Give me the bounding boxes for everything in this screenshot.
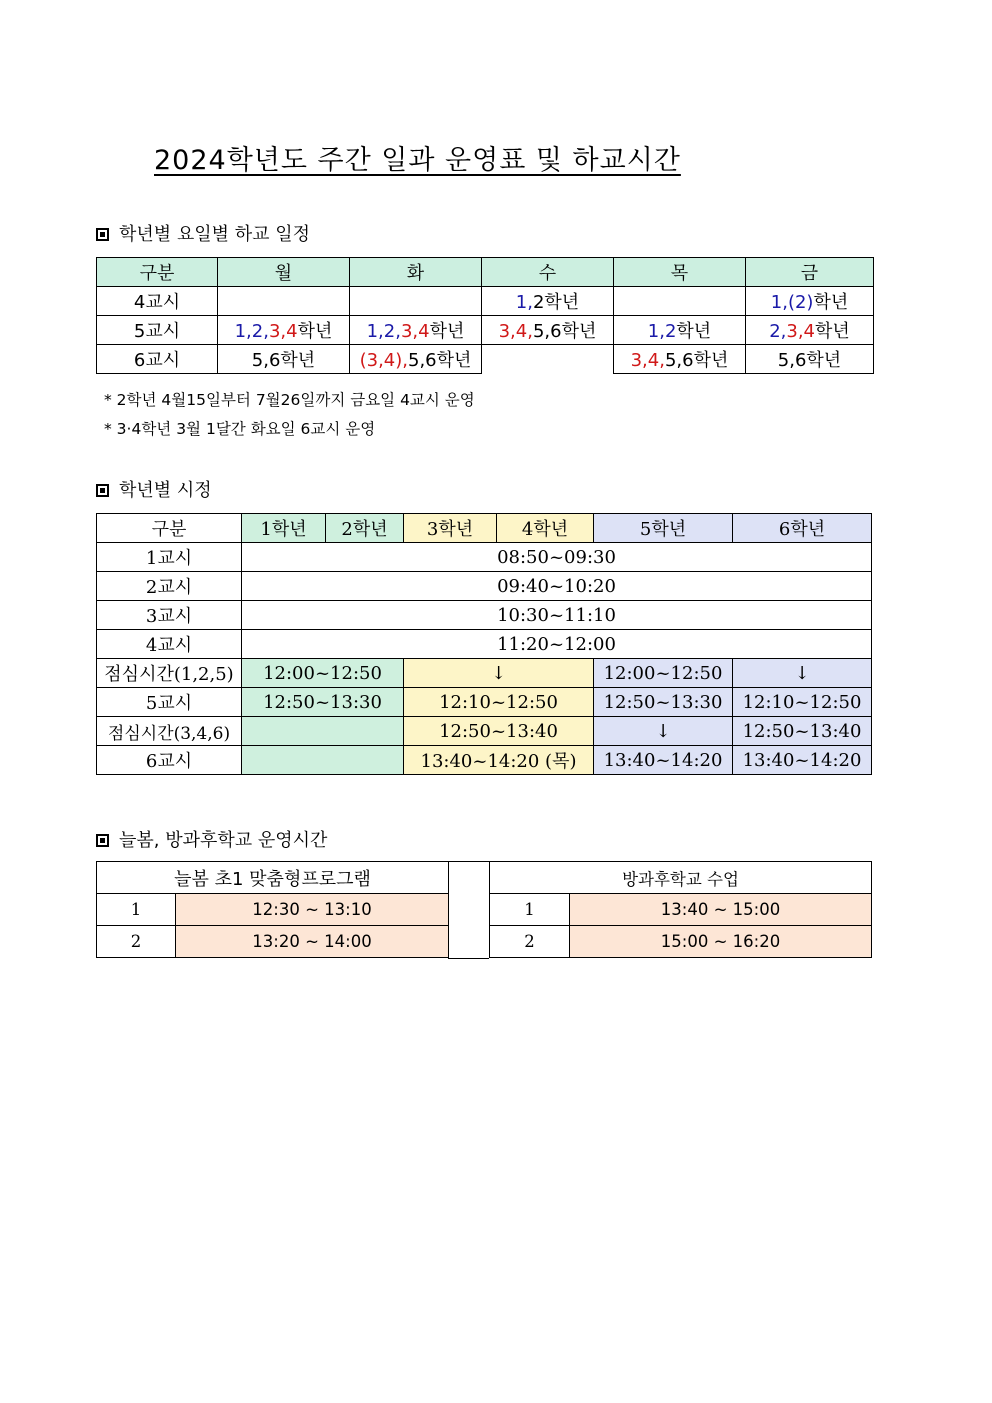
header-cell: 3학년 xyxy=(404,514,497,543)
table-cell-empty xyxy=(482,345,614,374)
highlighted-text: 1,2 xyxy=(647,321,677,342)
table-cell: 12:50~13:30 xyxy=(242,688,404,717)
table-cell: 2,3,4학년 xyxy=(746,316,874,345)
header-cell: 2학년 xyxy=(326,514,404,543)
table-cell: 11:20~12:00 xyxy=(242,630,872,659)
table-cell: 13:40~14:20 (목) xyxy=(404,746,594,775)
table-cell: 12:00~12:50 xyxy=(242,659,404,688)
header-cell: 수 xyxy=(482,258,614,287)
header-cell: 4학년 xyxy=(497,514,594,543)
section1-heading xyxy=(96,220,310,246)
table-cell: 1,2,3,4학년 xyxy=(350,316,482,345)
row-number: 2 xyxy=(97,926,176,958)
section3-heading-text: 늘봄, 방과후학교 운영시간 xyxy=(119,830,328,851)
table-cell xyxy=(218,287,350,316)
header-cell: 목 xyxy=(614,258,746,287)
highlighted-text: 1,(2) xyxy=(770,292,814,313)
section2-heading xyxy=(96,476,212,502)
row-label: 점심시간(1,2,5) xyxy=(97,659,242,688)
table-header-row xyxy=(97,514,872,543)
highlighted-text: 3,4, xyxy=(498,321,533,342)
highlighted-text: 2, xyxy=(769,321,787,342)
section2-heading-text: 학년별 시정 xyxy=(119,480,212,501)
highlighted-text: (3,4), xyxy=(359,350,408,371)
row-label: 2교시 xyxy=(97,572,242,601)
note-line: * 2학년 4월15일부터 7월26일까지 금요일 4교시 운영 xyxy=(104,391,475,409)
header-cell: 5학년 xyxy=(594,514,733,543)
table-cell xyxy=(242,746,404,775)
table-header-row xyxy=(490,862,872,894)
table-cell: 13:40~14:20 xyxy=(594,746,733,775)
table-row xyxy=(97,926,449,958)
table-title: 방과후학교 수업 xyxy=(490,862,872,894)
table-cell: 5,6학년 xyxy=(218,345,350,374)
dismissal-schedule-table xyxy=(96,257,874,374)
table-row xyxy=(97,894,449,926)
row-label: 5교시 xyxy=(97,316,218,345)
table-cell: 3,4,5,6학년 xyxy=(614,345,746,374)
header-cell: 구분 xyxy=(97,514,242,543)
table-cell: 10:30~11:10 xyxy=(242,601,872,630)
square-bullet-icon xyxy=(96,484,109,497)
table-row xyxy=(97,572,872,601)
table-cell: 13:40~14:20 xyxy=(733,746,872,775)
table-row xyxy=(490,926,872,958)
table-cell: ↓ xyxy=(594,717,733,746)
row-label: 4교시 xyxy=(97,630,242,659)
table-cell: 1,2학년 xyxy=(482,287,614,316)
table-cell xyxy=(350,287,482,316)
table-cell: 5,6학년 xyxy=(746,345,874,374)
table-gap xyxy=(448,861,489,959)
table-cell: 12:00~12:50 xyxy=(594,659,733,688)
table-cell: 09:40~10:20 xyxy=(242,572,872,601)
grade-timetable xyxy=(96,513,872,775)
row-label: 6교시 xyxy=(97,345,218,374)
row-label: 4교시 xyxy=(97,287,218,316)
table-row xyxy=(97,345,874,374)
table-row xyxy=(97,630,872,659)
square-bullet-icon xyxy=(96,834,109,847)
table-cell: 1,(2)학년 xyxy=(746,287,874,316)
table-cell: 12:10~12:50 xyxy=(733,688,872,717)
row-number: 1 xyxy=(490,894,570,926)
table-cell: ↓ xyxy=(733,659,872,688)
table-row xyxy=(97,543,872,572)
time-cell: 13:40 ~ 15:00 xyxy=(570,894,872,926)
header-cell: 월 xyxy=(218,258,350,287)
section3-heading xyxy=(96,826,327,852)
table-row xyxy=(97,659,872,688)
table-cell: 1,2,3,4학년 xyxy=(218,316,350,345)
table-row xyxy=(97,287,874,316)
table-title: 늘봄 초1 맞춤형프로그램 xyxy=(97,862,449,894)
table-header-row xyxy=(97,258,874,287)
table-row xyxy=(97,746,872,775)
note-line: * 3·4학년 3월 1달간 화요일 6교시 운영 xyxy=(104,420,376,438)
row-label: 5교시 xyxy=(97,688,242,717)
table-cell: 3,4,5,6학년 xyxy=(482,316,614,345)
neulbom-table xyxy=(96,861,449,958)
header-cell: 금 xyxy=(746,258,874,287)
afterschool-table xyxy=(489,861,872,958)
table-row xyxy=(97,316,874,345)
row-label: 6교시 xyxy=(97,746,242,775)
table-cell: 12:50~13:40 xyxy=(404,717,594,746)
section1-heading-text: 학년별 요일별 하교 일정 xyxy=(119,224,311,245)
header-cell: 구분 xyxy=(97,258,218,287)
highlighted-text: 3,4 xyxy=(786,321,816,342)
row-label: 1교시 xyxy=(97,543,242,572)
table-cell: 1,2학년 xyxy=(614,316,746,345)
time-cell: 12:30 ~ 13:10 xyxy=(176,894,449,926)
table-row xyxy=(97,717,872,746)
table-cell: 12:50~13:40 xyxy=(733,717,872,746)
highlighted-text: 3,4, xyxy=(630,350,665,371)
table-cell: ↓ xyxy=(404,659,594,688)
table-header-row xyxy=(97,862,449,894)
highlighted-text: 3,4 xyxy=(400,321,430,342)
row-number: 1 xyxy=(97,894,176,926)
time-cell: 13:20 ~ 14:00 xyxy=(176,926,449,958)
highlighted-text: 1,2, xyxy=(366,321,401,342)
header-cell: 화 xyxy=(350,258,482,287)
table-cell xyxy=(614,287,746,316)
table-cell xyxy=(242,717,404,746)
highlighted-text: 1, xyxy=(515,292,533,313)
row-label: 3교시 xyxy=(97,601,242,630)
table-cell: (3,4),5,6학년 xyxy=(350,345,482,374)
table-cell: 08:50~09:30 xyxy=(242,543,872,572)
time-cell: 15:00 ~ 16:20 xyxy=(570,926,872,958)
table-row xyxy=(97,688,872,717)
table-row xyxy=(490,894,872,926)
row-label: 점심시간(3,4,6) xyxy=(97,717,242,746)
row-number: 2 xyxy=(490,926,570,958)
table-cell: 12:10~12:50 xyxy=(404,688,594,717)
table-row xyxy=(97,601,872,630)
page-title: 2024학년도 주간 일과 운영표 및 하교시간 xyxy=(154,145,681,176)
header-cell: 1학년 xyxy=(242,514,326,543)
table-cell: 12:50~13:30 xyxy=(594,688,733,717)
square-bullet-icon xyxy=(96,228,109,241)
highlighted-text: 3,4 xyxy=(268,321,298,342)
highlighted-text: 1,2, xyxy=(234,321,269,342)
header-cell: 6학년 xyxy=(733,514,872,543)
